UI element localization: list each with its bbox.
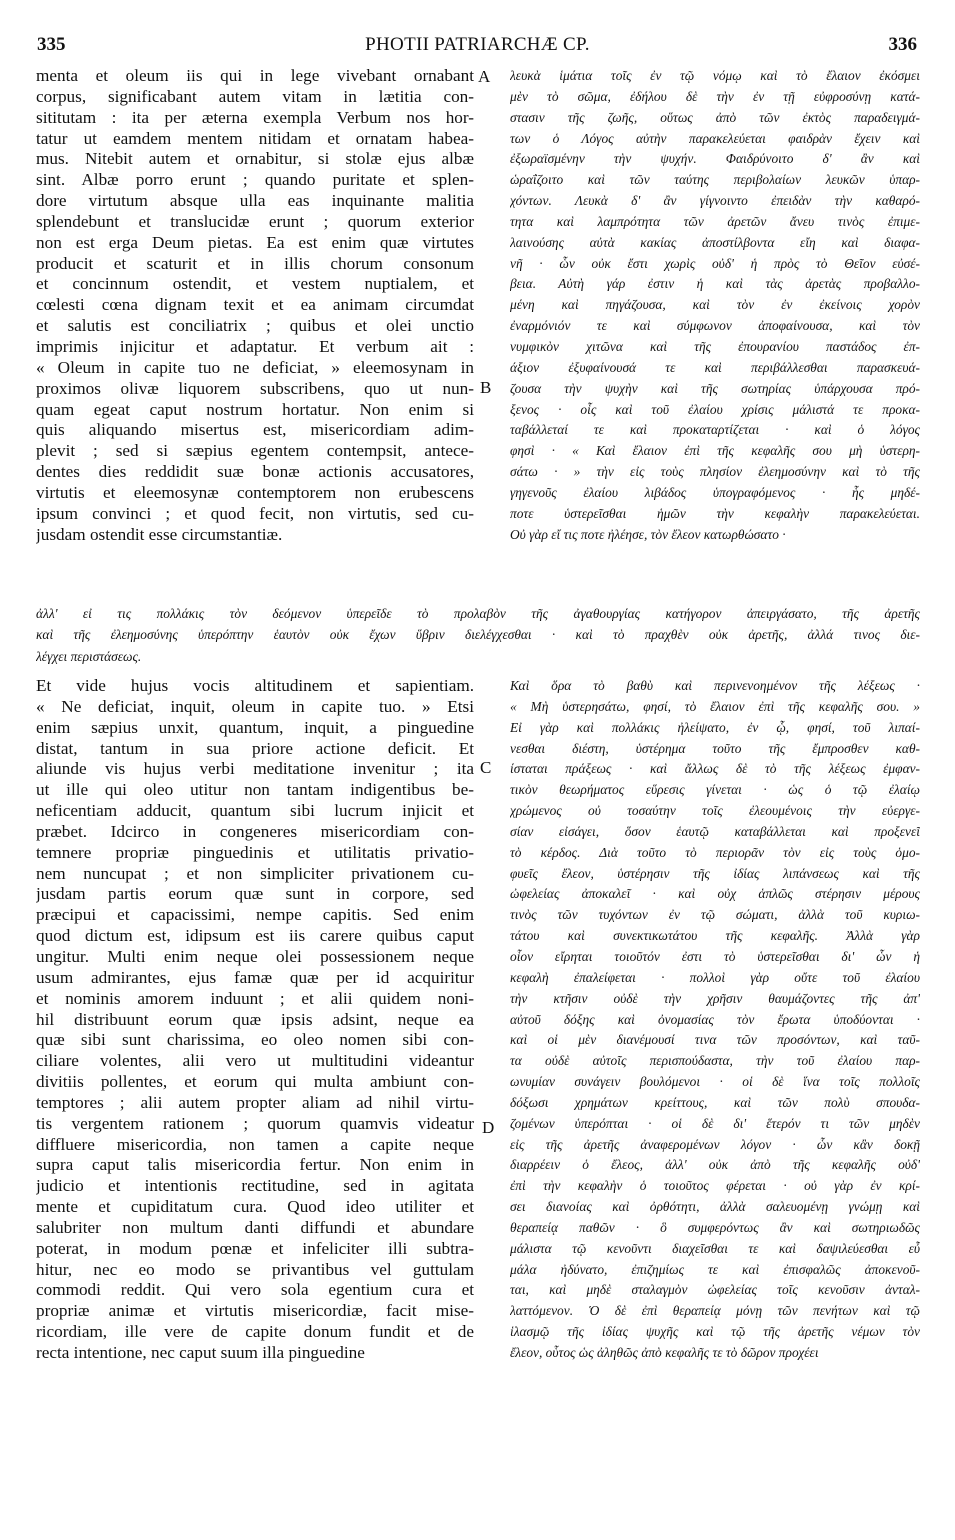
latin-text-line: jusdam ostendit esse circumstantiæ.: [36, 524, 283, 544]
latin-text-line: ciliare volentes, alii vero ut multitudini videantur: [36, 1051, 474, 1071]
greek-text-line: τινὸς τῶν τυχόντων ἐν τῷ σώματι, ἀλλὰ τοῦ κυριω-: [510, 907, 920, 923]
latin-text-line: cœlesti cœna dignam texit et ea animam circumdat: [36, 295, 474, 315]
latin-column-bottom: [36, 676, 474, 1364]
greek-text-line: ὡραΐζοιτο καὶ τῶν ταύτης περιβολαίων λευκῶν ὑπαρ-: [510, 172, 920, 188]
latin-text-line: tatur ut eamdem mentem nitidam et ornatam habea-: [36, 128, 474, 148]
greek-text-line: φησὶ · « Καὶ ἔλαιον ἐπὶ τῆς κεφαλῆς σου μὴ ὑστερη-: [510, 443, 920, 459]
latin-text-line: quis aliquando misertus est, misericordiam adim-: [36, 420, 474, 440]
latin-text-line: usum admirantes, ejus famæ quæ per id acquiritur: [36, 967, 474, 987]
latin-text-line: recta intentione, nec caput suum illa pinguedine: [36, 1343, 365, 1362]
latin-text-line: neficentiam adducit, quantum sibi lucrum injicit et: [36, 801, 474, 821]
latin-text-line: diffluere misericordia, non tamen a capite neque: [36, 1134, 474, 1154]
greek-text-line: άξιον ἐξυφαίνουσά τε καὶ περιβάλλεσθαι παρασκευά-: [510, 359, 920, 375]
greek-text-line: γηγενοῦς ἐλαίου λιβάδος ὑπογραφόμενος · ἧς μηδέ-: [510, 484, 920, 500]
latin-text-line: tis vergentem rationem ; quorum quamvis videatur: [36, 1113, 474, 1133]
latin-text-line: quam egeat caput nostrum hortatur. Non enim si: [36, 399, 474, 419]
greek-text-line: χόντων. Λευκὰ δ' ἂν γίγνοιντο ἐπειδὰν τὴν καθαρό-: [510, 193, 920, 209]
greek-text-line: ξενος · οἷς καὶ τοῦ ἐλαίου χρίσις μάλιστά τε προκα-: [510, 401, 920, 417]
latin-text-line: sint. Albæ porro erunt ; quando puritate et splen-: [36, 170, 474, 190]
greek-text-line: μὲν τὸ σῶμα, ἐδήλου δὲ τὴν ἐν τῇ εὐφροσύνῃ κατά-: [510, 88, 920, 104]
greek-text-line: στασιν τῆς ζωῆς, οὕτως ἀπὸ τῶν ἐκτὸς παραδειγμά-: [510, 109, 920, 125]
greek-text-line: τα οὐδὲ αὐτοῖς περισπούδαστα, τὴν τοῦ ἐλαίου παρ-: [510, 1053, 920, 1069]
margin-letter-d: D: [482, 1118, 495, 1137]
greek-text-line: οἷον εἴρηται τοιοῦτόν ἐστι τὸ ὑστερεῖσθαι δι' ὧν ἡ: [510, 948, 920, 964]
latin-text-line: jusdam partis eorum quæ sunt in corpore, sed: [36, 884, 474, 904]
greek-text-line: σει διανοίας καὶ ὀρθότητι, ἀλλὰ σαλευομένῃ γνώμῃ καὶ: [510, 1199, 920, 1215]
page-number-left: 335: [37, 34, 66, 55]
margin-letter-a: A: [478, 67, 491, 86]
latin-text-line: aliunde vis hujus verbi meditatione invenitur ; ita: [36, 759, 474, 779]
latin-text-line: mus. Nitebit autem et ornabitur, si stolæ ejus albæ: [36, 149, 474, 169]
latin-text-line: poterat, in modum pœnæ et infeliciter illi subtra-: [36, 1238, 474, 1258]
greek-text-line: ἐξωραϊσμένην τὴν ψυχήν. Φαιδρύνοιτο δ' ἂν καὶ: [510, 151, 920, 167]
greek-full-text-line: ἀλλ' εἰ τις πολλάκις τὸν δεόμενον ὑπερεῖδε τὸ προλαβὸν τῆς ἀγαθουργίας κατήγορον ἀπειργάσατο, τῆς ἀρετῆς: [36, 606, 920, 621]
margin-letter-b: B: [480, 378, 492, 397]
greek-text-line: τικὸν θεωρήματος εὕρεσις γίνεται · ὡς ὁ τῷ ἐλαίῳ: [510, 782, 920, 798]
latin-text-line: et nominis amorem induunt ; et alii quidem noni-: [36, 988, 474, 1008]
greek-text-line: ταβάλλεταί τε καὶ προκαταρτίζεται · καὶ ὁ λόγος: [510, 422, 920, 438]
latin-text-line: præbet. Idcirco in congeneres misericordiam con-: [36, 821, 474, 841]
greek-text-line: φυεῖς ἔλεον, ὑστέρησιν τῆς ἰδίας λιπάνσεως καὶ τῆς: [510, 865, 920, 881]
greek-text-line: δόξωσι χρημάτων κρείττους, καὶ τῶν πολὺ σπουδα-: [510, 1094, 920, 1110]
greek-text-line: τάτου καὶ συνεκτικωτάτου τῆς κεφαλῆς. Ἀλλὰ γὰρ: [510, 928, 920, 944]
page-header: [0, 34, 955, 60]
latin-text-line: imprimis injicitur et adaptatur. Et verbum ait :: [36, 336, 474, 356]
latin-text-line: et concinnum ostendit, et vestem nuptialem, et: [36, 274, 474, 294]
greek-text-line: θεραπείᾳ παθῶν · ὃ συμφερόντως ἂν καὶ σωτηριωδῶς: [510, 1219, 920, 1235]
latin-text-line: proximos olivæ liquorem subscribens, quo ut nun-: [36, 378, 474, 398]
latin-text-line: ungitur. Multi enim neque olei possessionem neque: [36, 946, 474, 966]
latin-text-line: judicio et intentionis rectitudine, sed in agitata: [36, 1176, 474, 1196]
greek-text-line: ζουσα τὴν ψυχὴν καὶ τῆς σωτηρίας ὑπάρχουσα πρό-: [510, 380, 920, 396]
greek-text-line: τὴν κτῆσιν οὐδὲ τὴν χρῆσιν θαυμάζοντες τῆς ἀπ': [510, 990, 920, 1006]
greek-text-line: νεσθαι διέστη, ὑστέρημα τοῦτο τῆς ἔμπροσθεν καθ-: [510, 740, 920, 756]
greek-text-line: ὠφελείας ἀποκαλεῖ · καὶ οὐχ ἁπλῶς στέρησιν μέρους: [510, 886, 920, 902]
latin-text-line: splendebunt et translucidæ erunt ; quorum exterior: [36, 211, 474, 231]
greek-text-line: των ὁ Λόγος αὐτὴν παρακελεύεται φαιδρὰν ἔχειν καὶ: [510, 130, 920, 146]
latin-text-line: producit et scaturit et in illis chorum consonum: [36, 253, 474, 273]
greek-text-line: εἰς τῆς ἀρετῆς ἀναφερομένων λόγον · ὧν κἂν δοκῇ: [510, 1136, 920, 1152]
greek-full-text-line: καὶ τῆς ἐλεημοσύνης ὑπερόπτην ἑαυτὸν οὐκ ἔχων ὕβριν διελέγχεσθαι · καὶ τὸ πραχθὲν οὐκ ἀρετῆς, ἀλλά τινος διε-: [36, 627, 920, 643]
greek-text-line: αὐτοῦ δόξης καὶ ὀνομασίας τὸν ἔρωτα ὑποδύονται ·: [510, 1011, 920, 1027]
latin-text-line: ricordiam, ille vere de capite donum fundit et de: [36, 1322, 474, 1342]
greek-text-line: ωνυμίαν συνάγειν βουλόμενοι · οἱ δὲ ἵνα τοῖς πολλοῖς: [510, 1074, 920, 1090]
latin-text-line: dentes dies reddidit suæ bonæ actionis accusatores,: [36, 462, 474, 482]
latin-text-line: « Ne deficiat, inquit, oleum in capite tuo. » Etsi: [36, 696, 474, 716]
latin-text-line: commodi reddit. Qui vero sola egentium cura et: [36, 1280, 474, 1300]
latin-text-line: non est erga Deum pietas. Ea est enim quæ virtutes: [36, 232, 474, 252]
latin-text-line: sititutam : ita per æterna exempla Verbum nos hor-: [36, 107, 474, 127]
greek-text-line: μάλιστα τῷ κενοῦντι διαχεῖσθαι τε καὶ δαψιλεύεσθαι εὖ: [510, 1240, 920, 1256]
greek-text-line: Εἰ γὰρ καὶ πολλάκις ἠλείψατο, ἐν ᾧ, φησί, τοῦ λιπαί-: [510, 719, 920, 735]
greek-text-line: καὶ οἱ μὲν διανέμουσί τινα τῶν προσόντων, καὶ ταῦ-: [510, 1032, 920, 1048]
latin-text-line: quod dictum est, idipsum est iis carere quibus caput: [36, 926, 474, 946]
greek-text-line: λαττόμενον. Ὁ δὲ ἐπὶ θεραπείᾳ μόνῃ τῶν πενήτων καὶ τῷ: [510, 1303, 920, 1319]
greek-text-line: ίσταται πράξεως · καὶ ἄλλως δὲ τὸ τῆς λέξεως ἐμφαν-: [510, 761, 920, 777]
margin-letter-c: C: [480, 758, 492, 777]
latin-text-line: ut ille qui oleo utitur non tantam indigentibus be-: [36, 780, 474, 800]
greek-text-line: τητα καὶ λαμπρότητα τῶν ἀρετῶν ἄνευ τινὸς ἐπιμε-: [510, 213, 920, 229]
greek-column-bottom: [510, 676, 920, 1364]
greek-full-text-line: λέγχει περιστάσεως.: [36, 648, 142, 664]
latin-column-top: [36, 66, 474, 545]
greek-text-line: « Μὴ ὑστερησάτω, φησί, τὸ ἔλαιον ἐπὶ τῆς κεφαλῆς σου. »: [510, 698, 920, 714]
latin-text-line: menta et oleum iis qui in lege vivebant ornabant: [36, 66, 474, 85]
latin-text-line: hitur, nec eo modo se privantibus vel guttulam: [36, 1259, 474, 1279]
greek-text-line: λαινούσης αὐτὰ κακίας ἀποστίλβοντα εἴη καὶ διαφα-: [510, 234, 920, 250]
latin-text-line: præcipui et capacissimi, nempe capitis. Sed enim: [36, 905, 474, 925]
latin-text-line: dore virtutum absque ulla eas inquinante malitia: [36, 191, 474, 211]
latin-text-line: plevit ; sed si sæpius egentem contempsit, antece-: [36, 441, 474, 461]
greek-text-line: μένη καὶ πηγάζουσα, καὶ τὸν ἐν ἐκείνοις χορὸν: [510, 297, 920, 313]
greek-text-line: λευκὰ ἱμάτια τοῖς ἐν τῷ νόμῳ καὶ τὸ ἔλαιον ἐκόσμει: [510, 68, 920, 83]
latin-text-line: corpus, significabant autem vitam in lætitia con-: [36, 86, 474, 106]
greek-text-line: ποτε ὑστερεῖσθαι ἡμῶν τὴν κεφαλὴν παρακελεύεται.: [510, 505, 920, 521]
greek-text-line: ται, καὶ μηδὲ σταλαγμὸν ὠφελείας τοῖς κενοῦσιν ἀνταλ-: [510, 1282, 920, 1298]
latin-text-line: nem nuncupat ; et non simpliciter privationem cu-: [36, 863, 474, 883]
greek-text-line: νῆ · ὧν οὐκ ἔστι χωρὶς οὐδ' ἡ πρὸς τὸ Θεῖον εὐσέ-: [510, 255, 920, 271]
running-title: PHOTII PATRIARCHÆ CP.: [365, 34, 590, 55]
latin-text-line: supra caput talis misericordia fertur. Non enim in: [36, 1155, 474, 1175]
latin-text-line: temnere propriæ pinguedinis et utilitatis privatio-: [36, 842, 474, 862]
latin-text-line: ipsum convinci ; et quod fecit, non virtutis, sed cu-: [36, 503, 474, 523]
latin-text-line: salubriter non multum danti diffundi et abundare: [36, 1217, 474, 1237]
latin-text-line: hil distribuunt eorum quæ ipsis adsint, neque ea: [36, 1009, 474, 1029]
latin-text-line: distat, tantum in sua priore actione deficit. Et: [36, 738, 474, 758]
greek-text-line: ἐναρμόνιόν τε καὶ σύμφωνον ἀποφαίνουσα, καὶ τὸν: [510, 318, 920, 334]
greek-text-line: ἐπὶ τὴν κεφαλὴν ὁ τοιοῦτος φέρεται · οὐ γὰρ ἐν κρί-: [510, 1178, 920, 1194]
greek-full-width-passage: [36, 603, 920, 667]
greek-text-line: ἱλασμῷ τῆς ἰδίας ψυχῆς καὶ τῷ τῆς ἀρετῆς νέμων τὸν: [510, 1324, 920, 1340]
latin-text-line: enim sæpius unxit, quantum, inquit, a pinguedine: [36, 717, 474, 737]
greek-text-line: Καὶ ὅρα τὸ βαθὺ καὶ περινενοημένον τῆς λέξεως ·: [510, 678, 920, 693]
greek-text-line: διαρρέειν ὁ ἔλεος, ἀλλ' οὐκ ἀπὸ τῆς κεφαλῆς οὐδ': [510, 1157, 920, 1173]
latin-text-line: quæ sibi sunt charissima, eo oleo nomen sibi con-: [36, 1030, 474, 1050]
latin-text-line: virtutis et eleemosynæ contemptorem non erubescens: [36, 482, 474, 502]
latin-text-line: Et vide hujus vocis altitudinem et sapientiam.: [36, 676, 474, 695]
page-number-right: 336: [888, 34, 917, 55]
greek-text-line: ζομένων ὑπερόπται · οἱ δὲ δι' ἕτερόν τι τῶν μηδὲν: [510, 1115, 920, 1131]
greek-text-line: τὸ κέρδος. Διὰ τοῦτο τὸ περιορᾶν τὸν εἰς τοὺς ὁμο-: [510, 844, 920, 860]
latin-text-line: mente et cupiditatum cura. Quod ideo utiliter et: [36, 1197, 474, 1217]
greek-text-line: σίαν εἰσάγει, ὅσον ἑαυτῷ καταβάλλεται καὶ προξενεῖ: [510, 823, 920, 839]
latin-text-line: propriæ animæ et virtutis misericordiæ, facit mise-: [36, 1301, 474, 1321]
greek-text-line: σάτω · » τὴν εἰς τοὺς πλησίον ἐλεημοσύνην καὶ τὸ τῆς: [510, 464, 920, 480]
latin-text-line: temptores ; alii autem propter aliam ad nihil virtu-: [36, 1092, 474, 1112]
latin-text-line: divitiis pollentes, et eorum qui multa ambiunt con-: [36, 1072, 474, 1092]
greek-text-line: ἔλεον, οὗτος ὡς ἀληθῶς ἀπὸ κεφαλῆς τε τὸ δῶρον προχέει: [510, 1345, 819, 1360]
greek-column-top: [510, 66, 920, 545]
greek-text-line: βεια. Αὐτὴ γάρ ἐστιν ἡ καὶ τὰς ἀρετὰς προβαλλο-: [510, 276, 920, 292]
greek-text-line: κεφαλὴ ἐπαλείφεται · πολλοὶ γὰρ οὔτε τοῦ ἐλαίου: [510, 969, 920, 985]
greek-text-line: μάλα ἠδύνατο, ἐπιζημίως τε καὶ ἐπισφαλῶς ἀποκενοῦ-: [510, 1261, 920, 1277]
latin-text-line: et salutis est conciliatrix ; quibus et olei unctio: [36, 316, 474, 336]
greek-text-line: χρώμενος οὐ τοσαύτην τοῖς ἐλεουμένοις τὴν εὐεργε-: [510, 803, 920, 819]
latin-text-line: « Oleum in capite tuo ne deficiat, » eleemosynam in: [36, 357, 474, 377]
greek-text-line: νυμφικὸν χιτῶνα καὶ τῆς ἐπουρανίου παστάδος ἐπ-: [510, 338, 920, 354]
greek-text-line: Οὐ γὰρ εἴ τις ποτε ἠλέησε, τὸν ἔλεον κατωρθώσατο ·: [510, 526, 786, 542]
